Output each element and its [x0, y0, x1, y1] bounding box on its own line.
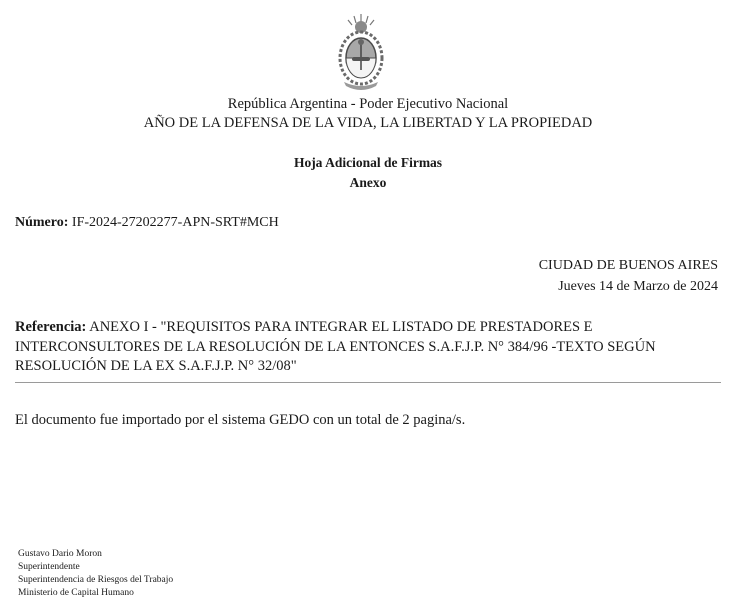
signer-ministry: Ministerio de Capital Humano [18, 588, 134, 598]
document-date: Jueves 14 de Marzo de 2024 [558, 279, 718, 294]
document-number-label: Número: [15, 215, 69, 230]
reference-block [15, 318, 720, 377]
divider [15, 382, 721, 383]
header-year-motto: AÑO DE LA DEFENSA DE LA VIDA, LA LIBERTAD Y LA PROPIEDAD [143, 115, 593, 131]
reference-text: ANEXO I - "REQUISITOS PARA INTEGRAR EL LISTADO DE PRESTADORES E INTERCONSULTORES DE LA RESOLUCIÓN DE LA ENTONCES S.A.F.J.P. N° 384/96 -TEXTO SEGÚN RESOLUCIÓN DE LA EX S.A.F.J.P. N° 32/08" [15, 319, 656, 374]
header-government-line: República Argentina - Poder Ejecutivo Nacional [227, 96, 509, 112]
place-city: CIUDAD DE BUENOS AIRES [538, 258, 718, 273]
reference-label: Referencia: [15, 319, 87, 335]
document-title: Hoja Adicional de Firmas [293, 155, 443, 170]
signer-organization: Superintendencia de Riesgos del Trabajo [18, 575, 174, 585]
document-subtitle: Anexo [349, 175, 387, 190]
document-number [15, 215, 279, 231]
body-text: El documento fue importado por el sistema GEDO con un total de 2 pagina/s. [15, 412, 466, 428]
document-number-value: IF-2024-27202277-APN-SRT#MCH [71, 215, 279, 230]
signer-name: Gustavo Dario Moron [18, 549, 102, 559]
argentina-coat-of-arms-icon [338, 12, 384, 94]
signer-role: Superintendente [18, 562, 80, 572]
signature-block [18, 548, 173, 600]
